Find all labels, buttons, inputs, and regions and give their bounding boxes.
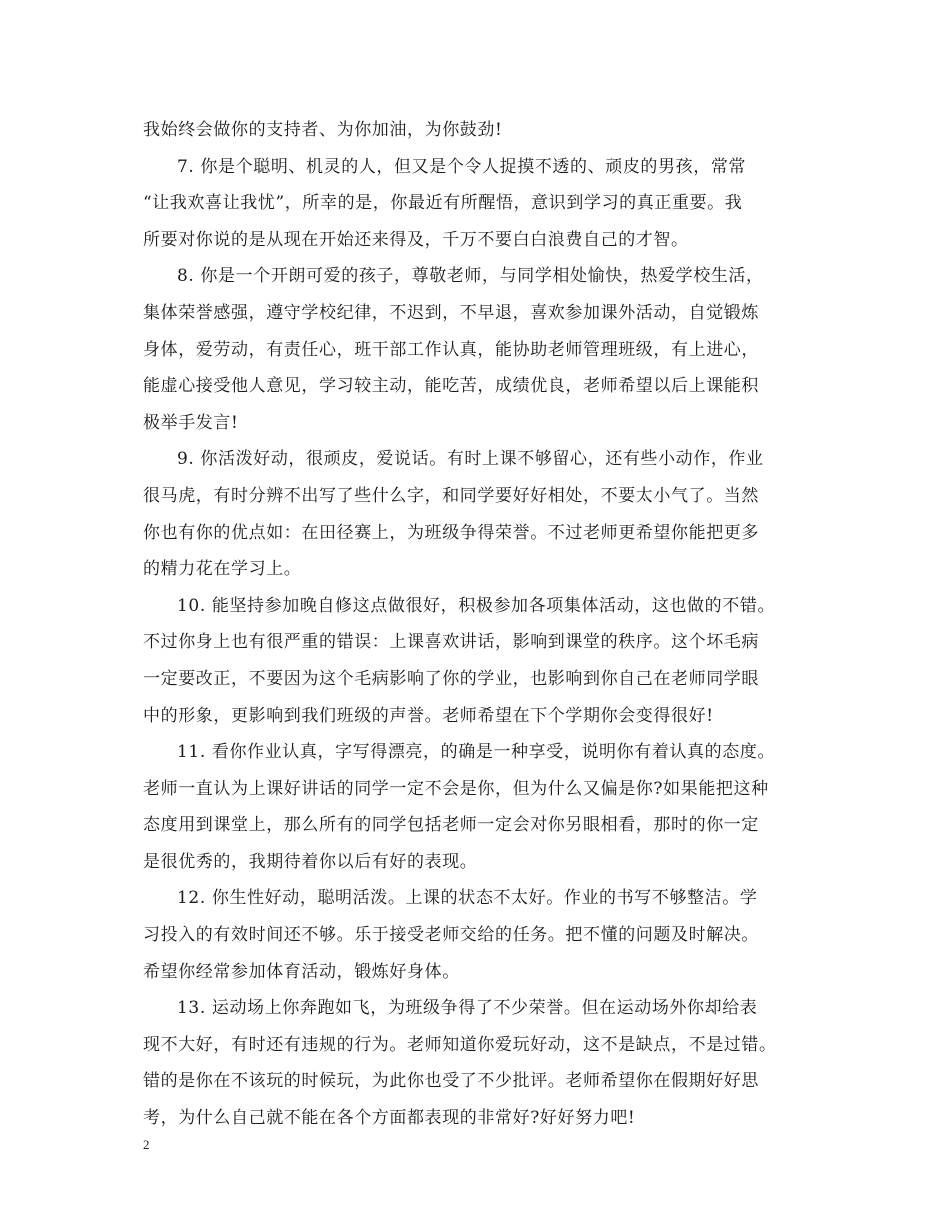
text-line: 10. 能坚持参加晚自修这点做很好，积极参加各项集体活动，这也做的不错。 xyxy=(177,595,776,616)
text-line: 13. 运动场上你奔跑如飞，为班级争得了不少荣誉。但在运动场外你却给表 xyxy=(177,998,758,1019)
text-line: 错的是你在不该玩的时候玩，为此你也受了不少批评。老师希望你在假期好好思 xyxy=(143,1071,759,1092)
text-line: 是很优秀的，我期待着你以后有好的表现。 xyxy=(143,851,478,872)
text-line: 很马虎，有时分辨不出写了些什么字，和同学要好好相处，不要太小气了。当然 xyxy=(143,485,759,506)
text-line: 一定要改正，不要因为这个毛病影响了你的学业，也影响到你自己在老师同学眼 xyxy=(143,668,759,689)
text-line: 习投入的有效时间还不够。乐于接受老师交给的任务。把不懂的问题及时解决。 xyxy=(143,925,759,946)
page-number: 2 xyxy=(143,1137,150,1152)
text-line: 能虚心接受他人意见，学习较主动，能吃苦，成绩优良，老师希望以后上课能积 xyxy=(143,376,759,397)
text-line: 中的形象，更影响到我们班级的声誉。老师希望在下个学期你会变得很好! xyxy=(143,705,714,726)
text-line: 7. 你是个聪明、机灵的人，但又是个令人捉摸不透的、顽皮的男孩，常常 xyxy=(177,156,747,177)
text-line: 11. 看你作业认真，字写得漂亮，的确是一种享受，说明你有着认真的态度。 xyxy=(177,742,776,763)
text-line: 希望你经常参加体育活动，锻炼好身体。 xyxy=(143,961,460,982)
text-line: 极举手发言! xyxy=(143,412,239,433)
text-line: 不过你身上也有很严重的错误：上课喜欢讲话，影响到课堂的秩序。这个坏毛病 xyxy=(143,632,759,653)
text-line: 所要对你说的是从现在开始还来得及，千万不要白白浪费自己的才智。 xyxy=(143,229,689,250)
text-line: 身体，爱劳动，有责任心，班干部工作认真，能协助老师管理班级，有上进心， xyxy=(143,339,759,360)
text-line: 你也有你的优点如：在田径赛上，为班级争得荣誉。不过老师更希望你能把更多 xyxy=(143,522,759,543)
text-line: 老师一直认为上课好讲话的同学一定不会是你，但为什么又偏是你?如果能把这种 xyxy=(143,778,769,799)
text-line: 8. 你是一个开朗可爱的孩子，尊敬老师，与同学相处愉快，热爱学校生活， xyxy=(177,266,764,287)
document-body xyxy=(143,112,815,1137)
text-line: 考，为什么自己就不能在各个方面都表现的非常好?好好努力吧! xyxy=(143,1108,636,1129)
text-line: 12. 你生性好动，聪明活泼。上课的状态不太好。作业的书写不够整洁。学 xyxy=(177,888,758,909)
text-line: 现不大好，有时还有违规的行为。老师知道你爱玩好动，这不是缺点，不是过错。 xyxy=(143,1034,777,1055)
text-line: 集体荣誉感强，遵守学校纪律，不迟到，不早退，喜欢参加课外活动，自觉锻炼 xyxy=(143,302,759,323)
text-line: “让我欢喜让我忧”，所幸的是，你最近有所醒悟，意识到学习的真正重要。我 xyxy=(143,193,743,214)
text-line: 态度用到课堂上，那么所有的同学包括老师一定会对你另眼相看，那时的你一定 xyxy=(143,815,759,836)
text-line: 我始终会做你的支持者、为你加油，为你鼓劲! xyxy=(143,120,503,140)
text-line: 的精力花在学习上。 xyxy=(143,559,302,580)
text-line: 9. 你活泼好动，很顽皮，爱说话。有时上课不够留心，还有些小动作，作业 xyxy=(177,449,764,470)
